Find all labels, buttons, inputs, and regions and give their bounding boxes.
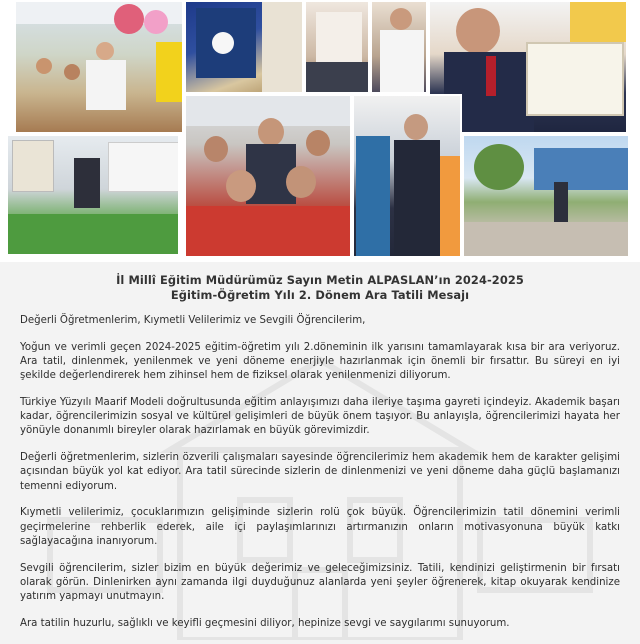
paragraph-3: Değerli öğretmenlerim, sizlerin özverili çalışmaları sayesinde öğrencilerimiz hem akademik hem de karakter gelişimi açısından büyük yol kat ediyor. Ara tatil sürecinde sizlerin de dinlenmenizi ve yeni döneme daha güçlü başlamanızı temenni ediyorum. <box>20 452 620 492</box>
title-line-1: İl Millî Eğitim Müdürümüz Sayın Metin ALPASLAN’ın 2024-2025 <box>116 273 524 287</box>
paragraph-1: Yoğun ve verimli geçen 2024-2025 eğitim-öğretim yılı 2.döneminin ilk yarısını tamamlayarak kısa bir ara veriyoruz. Ara tatil, dinlenmek, yenilenmek ve yeni döneme enerjiyle hazırlanmak için önemli bir fırsattır. Bu süreyi en iyi şekilde değerlendirerek hem zihinsel hem de fiziksel olarak yenilenmenizi diliyorum. <box>20 341 620 382</box>
photo-collage <box>0 0 640 262</box>
schoolyard-visit-photo <box>352 94 462 258</box>
classroom-photo <box>6 134 180 256</box>
student-painting-photo <box>184 0 304 94</box>
paragraph-2: Türkiye Yüzyılı Maarif Modeli doğrultusunda eğitim anlayışımızı daha ileriye taşıma gayreti içindeyiz. Akademik başarı kadar, öğrencilerimizin sosyal ve kültürel gelişimleri de büyük önem taşıyor. Bu anlayışla, öğrencilerimizi hayata her yönüyle donanımlı bireyler olarak hazırlamak en büyük görevimizdir. <box>20 397 620 437</box>
closing-paragraph: Ara tatilin huzurlu, sağlıklı ve keyifli geçmesini diliyor, hepinize sevgi ve saygılarımı sunuyorum. <box>20 617 510 629</box>
paragraph-4: Kıymetli velilerimiz, çocuklarımızın gelişiminde sizlerin rolü çok büyük. Öğrencilerimizin tatil dönemini verimli geçirmelerine rehberlik ederek, aile içi paylaşımlarınızı artırmanızın onların motivasyonuna büyük katkı sağlayacağına inanıyorum. <box>20 507 620 547</box>
greeting: Değerli Öğretmenlerim, Kıymetli Velilerimiz ve Sevgili Öğrencilerim, <box>20 315 366 326</box>
title-line-2: Eğitim-Öğretim Yılı 2. Dönem Ara Tatili Mesajı <box>170 288 470 302</box>
school-event-photo <box>14 0 184 134</box>
paragraph-5: Sevgili öğrencilerim, sizler bizim en büyük değerimiz ve geleceğimizsiniz. Tatili, kendinizi geliştirmenin bir fırsatı olarak görün. Dinlenirken aynı zamanda ilgi duyduğunuz alanlarda yeni şeyler öğrenerek, kitap okuyarak kendinize yatırım yapmayı unutmayın. <box>20 562 620 603</box>
students-group-photo <box>184 94 352 258</box>
message-title <box>0 273 640 303</box>
visit-photo <box>304 0 370 94</box>
message-body <box>20 314 620 644</box>
greeting-photo <box>370 0 428 94</box>
school-garden-photo <box>462 134 630 258</box>
